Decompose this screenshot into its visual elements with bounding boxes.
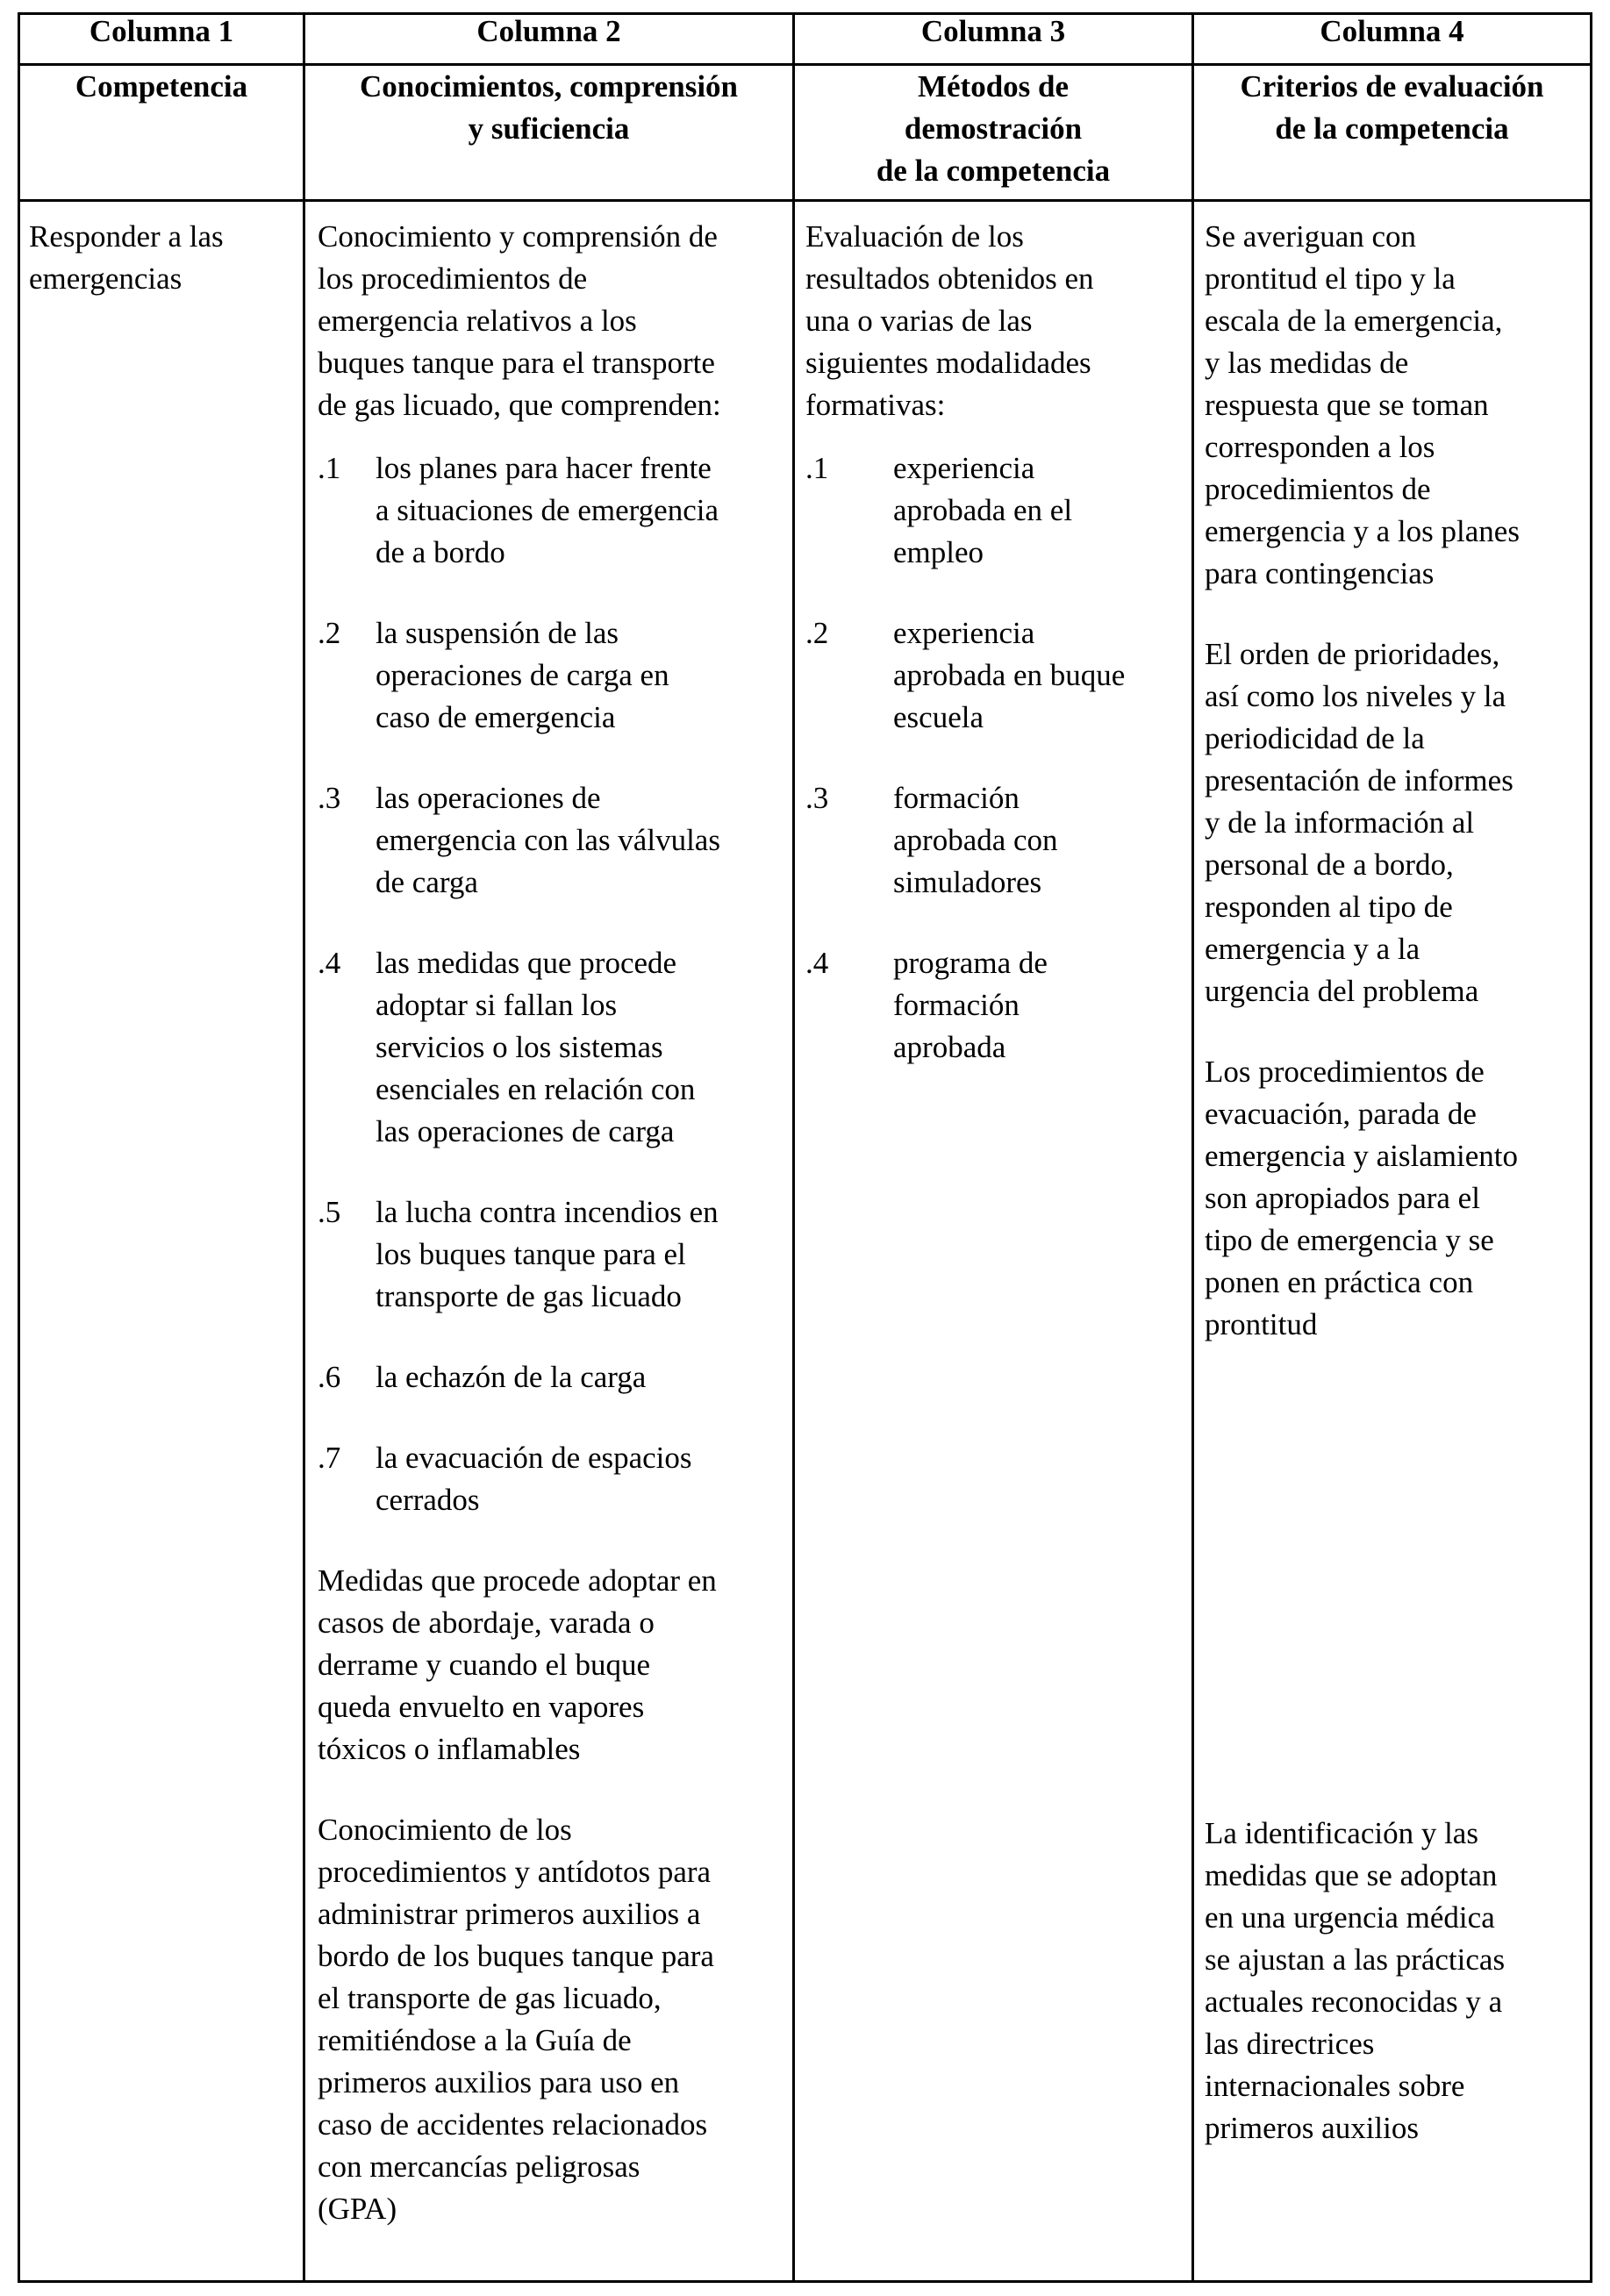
column-2-label: Columna 2 xyxy=(304,14,794,65)
knowledge-item-5: .5 la lucha contra incendios en los buques tanque para el transporte de gas licuado xyxy=(318,1195,719,1313)
knowledge-item-6: .6 la echazón de la carga xyxy=(318,1360,647,1394)
content-row xyxy=(19,201,1592,2282)
competence-cell xyxy=(19,201,304,2282)
knowledge-item-3: .3 las operaciones de emergencia con las válvulas de carga xyxy=(318,781,720,899)
knowledge-cell xyxy=(304,201,794,2282)
methods-cell xyxy=(794,201,1193,2282)
criteria-paragraph-3: Los procedimientos de evacuación, parada de emergencia y aislamiento son apropiados para el tipo de emergencia y se ponen en práctica con prontitud xyxy=(1205,1055,1518,1341)
method-item-3: .3 formación aprobada con simuladores xyxy=(805,781,1058,899)
heading-knowledge: Conocimientos, comprensión y suficiencia xyxy=(304,65,794,201)
column-4-label: Columna 4 xyxy=(1193,14,1592,65)
knowledge-intro: Conocimiento y comprensión de los procedimientos de emergencia relativos a los buques tanque para el transporte de gas licuado, que comprenden: xyxy=(318,219,721,422)
knowledge-item-4: .4 las medidas que procede adoptar si fallan los servicios o los sistemas esenciales en relación con las operaciones de carga xyxy=(318,946,696,1148)
criteria-paragraph-4: La identificación y las medidas que se adoptan en una urgencia médica se ajustan a las prácticas actuales reconocidas y a las directrices internacionales sobre primeros auxilios xyxy=(1205,1816,1506,2145)
criteria-paragraph-2: El orden de prioridades, así como los niveles y la periodicidad de la presentación de informes y de la información al personal de a bordo, responden al tipo de emergencia y a la urgencia del problema xyxy=(1205,637,1513,1008)
knowledge-first-aid: Conocimiento de los procedimientos y antídotos para administrar primeros auxilios a bordo de los buques tanque para el transporte de gas licuado, remitiéndose a la Guía de primeros auxilios para uso en caso de accidentes relacionados con mercancías peligrosas (GPA) xyxy=(318,1813,714,2226)
heading-competence: Competencia xyxy=(19,65,304,201)
method-item-1: .1 experiencia aprobada en el empleo xyxy=(805,451,1073,569)
method-item-4: .4 programa de formación aprobada xyxy=(805,946,1048,1064)
criteria-cell xyxy=(1193,201,1592,2282)
knowledge-item-2: .2 la suspensión de las operaciones de carga en caso de emergencia xyxy=(318,616,669,734)
criteria-paragraph-1: Se averiguan con prontitud el tipo y la escala de la emergencia, y las medidas de respuesta que se toman corresponden a los procedimientos de emergencia y a los planes para contingencias xyxy=(1205,219,1520,590)
knowledge-measures: Medidas que procede adoptar en casos de abordaje, varada o derrame y cuando el buque queda envuelto en vapores tóxicos o inflamables xyxy=(318,1563,717,1766)
knowledge-item-7: .7 la evacuación de espacios cerrados xyxy=(318,1441,692,1517)
column-number-row xyxy=(19,14,1592,65)
competence-text: Responder a las emergencias xyxy=(29,219,224,296)
heading-criteria: Criterios de evaluación de la competencia xyxy=(1193,65,1592,201)
methods-intro: Evaluación de los resultados obtenidos en una o varias de las siguientes modalidades formativas: xyxy=(805,219,1094,422)
column-1-label: Columna 1 xyxy=(19,14,304,65)
column-heading-row xyxy=(19,65,1592,201)
heading-methods: Métodos de demostración de la competencia xyxy=(794,65,1193,201)
column-3-label: Columna 3 xyxy=(794,14,1193,65)
competence-table xyxy=(18,12,1592,2283)
method-item-2: .2 experiencia aprobada en buque escuela xyxy=(805,616,1126,734)
knowledge-item-1: .1 los planes para hacer frente a situaciones de emergencia de a bordo xyxy=(318,451,719,569)
